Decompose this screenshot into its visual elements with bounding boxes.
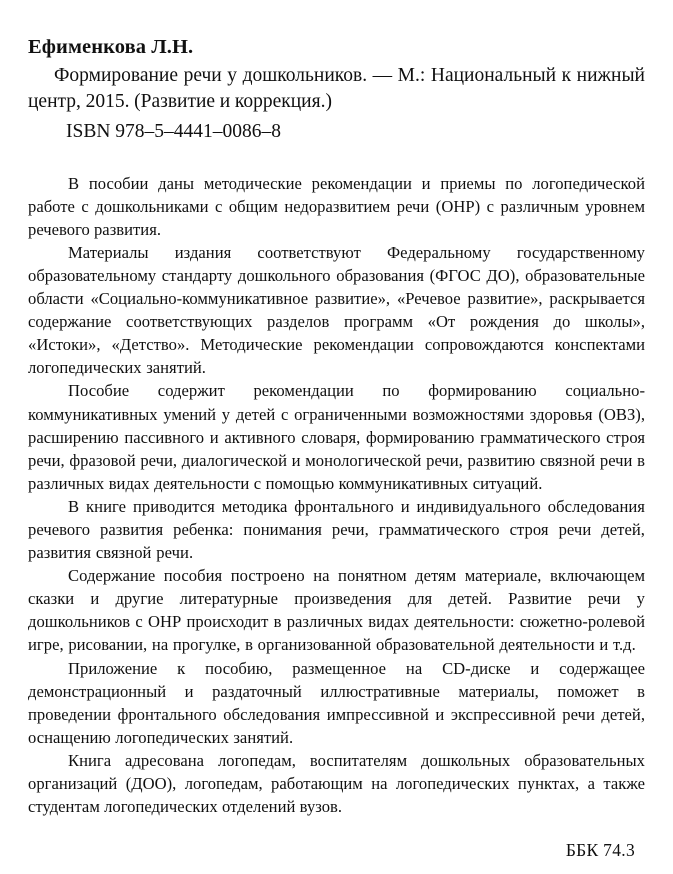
annotation-paragraph: Пособие содержит рекомендации по формированию социально-коммуникативных умений у детей с ограниченными возможностями здоровья (ОВЗ), расширению пассивного и активного словаря, формированию грамматического строя речи, фразовой речи, диалогической и монологической речи, развитию связной речи в различных видах деятельности с помощью коммуникативных ситуаций. [28,381,645,493]
imprint-line: Формирование речи у дошкольников. — М.: Национальный к нижный центр, 2015. (Развитие и коррекция.) [28,65,645,113]
annotation-paragraph: Книга адресована логопедам, воспитателям дошкольных образовательных организаций (ДОО), логопедам, работающим на логопедических пунктах, а также студентам логопедических отделений вузов. [28,750,645,817]
masthead [28,34,645,146]
isbn-line: ISBN 978–5–4441–0086–8 [66,121,282,143]
annotation-paragraph: В пособии даны методические рекомендации и приемы по логопедической работе с дошкольниками с общим недоразвитием речи (ОНР) с различным уровнем речевого развития. [28,173,645,239]
classification-row [28,840,645,861]
annotation-body [28,172,645,819]
annotation-paragraph: Приложение к пособию, размещенное на CD-диске и содержащее демонстрационный и раздаточный иллюстративные материалы, поможет в проведении фронтального обследования импрессивной и экспрессивной речи детей, оснащению логопедических занятий. [28,658,645,747]
annotation-paragraph: Материалы издания соответствуют Федеральному государственному образовательному стандарту дошкольного образования (ФГОС ДО), образовательные области «Социально-коммуникативное развитие», «Речевое развитие», раскрывается содержание соответствующих разделов программ «От рождения до школы», «Истоки», «Детство». Методические рекомендации сопровождаются конспектами логопедических занятий. [28,242,645,378]
author-name: Ефименкова Л.Н. [28,36,194,58]
annotation-paragraph: Содержание пособия построено на понятном детям материале, включающем сказки и другие литературные произведения для детей. Развитие речи у дошкольников с ОНР происходит в различных видах деятельности: сюжетно-ролевой игре, рисовании, на прогулке, в организованной образовательной деятельности и т.д. [28,566,645,655]
annotation-paragraph: В книге приводится методика фронтального и индивидуального обследования речевого развития ребенка: понимания речи, грамматического строя речи детей, развития связной речи. [28,496,645,563]
bbk-code: ББК 74.3 [565,840,635,861]
